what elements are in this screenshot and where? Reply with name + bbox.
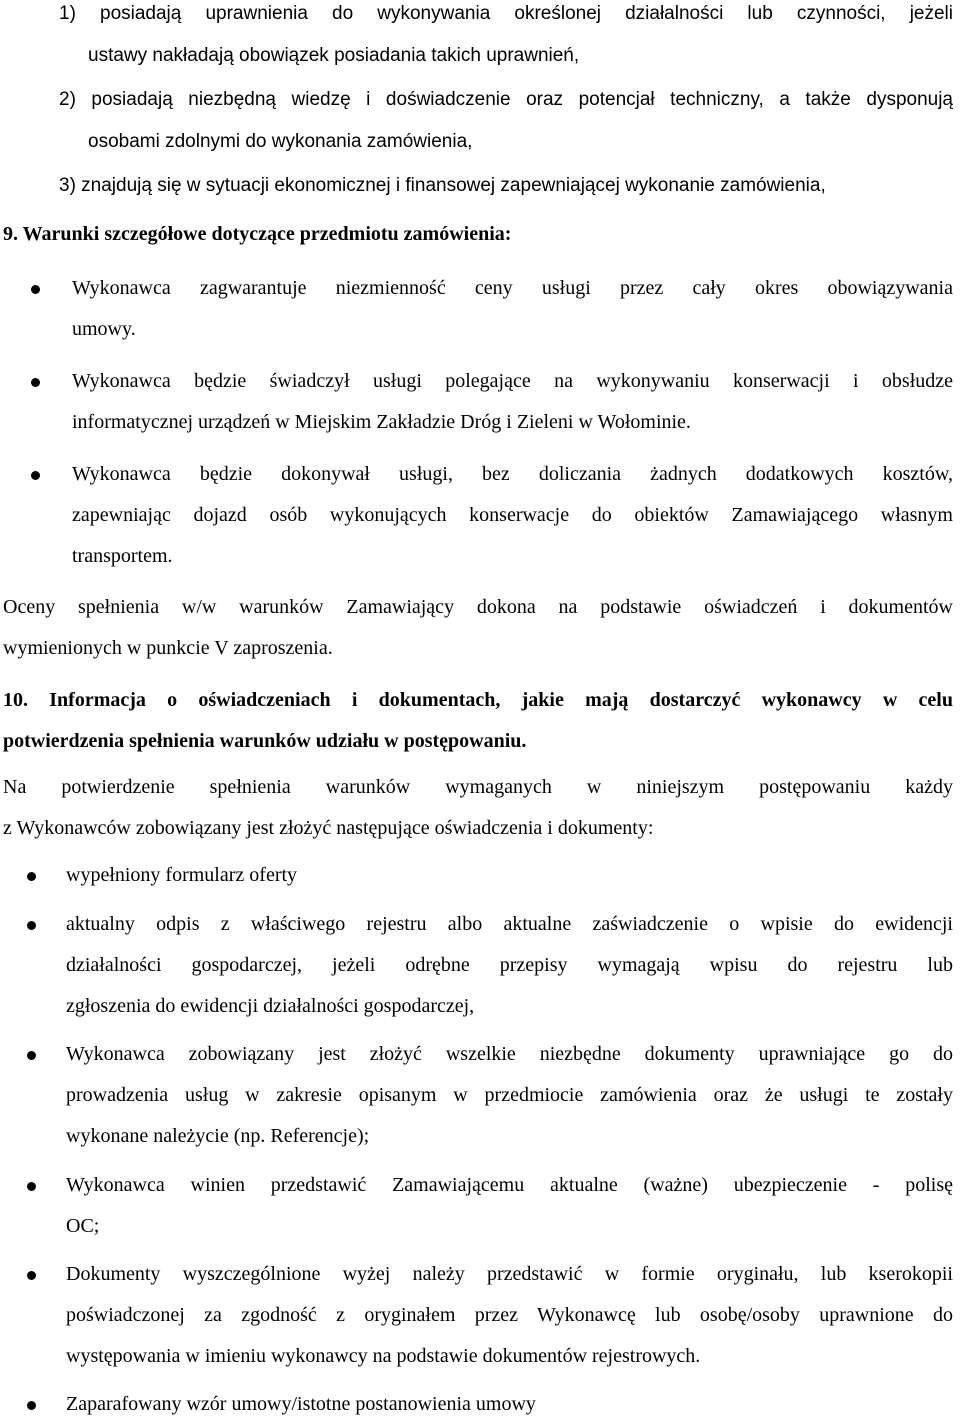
bullet-line: Wykonawca będzie dokonywał usługi, bez doliczania żadnych dodatkowych kosztów, xyxy=(72,463,953,485)
section-10-bullet-5 xyxy=(66,1254,953,1377)
section-10-bullet-2 xyxy=(66,904,953,1027)
heading-line: 10. Informacja o oświadczeniach i dokumentach, jakie mają dostarczyć wykonawcy w celu xyxy=(3,689,953,711)
numbered-item-2-line-1: 2) posiadają niezbędną wiedzę i doświadczenie oraz potencjał techniczny, a także dysponują xyxy=(59,89,953,110)
numbered-item-3 xyxy=(59,172,953,200)
bullet-line: Wykonawca zagwarantuje niezmienność ceny usługi przez cały okres obowiązywania xyxy=(72,277,953,299)
section-10-intro-paragraph xyxy=(3,767,953,849)
bullet-line: Wykonawca będzie świadczył usługi polegające na wykonywaniu konserwacji i obsłudze xyxy=(72,370,953,392)
section-10-heading xyxy=(3,680,953,762)
bullet-marker xyxy=(27,921,36,930)
section-9-bullet-1 xyxy=(72,268,953,350)
numbered-item-2-line-2: osobami zdolnymi do wykonania zamówienia, xyxy=(88,131,473,152)
section-9-heading: 9. Warunki szczegółowe dotyczące przedmiotu zamówienia: xyxy=(3,223,512,245)
bullet-line: aktualny odpis z właściwego rejestru albo aktualne zaświadczenie o wpisie do ewidencji xyxy=(66,913,953,935)
bullet-line: wypełniony formularz oferty xyxy=(66,864,298,886)
bullet-line: występowania w imieniu wykonawcy na podstawie dokumentów rejestrowych. xyxy=(66,1345,701,1367)
bullet-marker xyxy=(31,378,40,387)
bullet-line: wykonane należycie (np. Referencje); xyxy=(66,1125,370,1147)
bullet-line: Wykonawca winien przedstawić Zamawiającemu aktualne (ważne) ubezpieczenie - polisę xyxy=(66,1174,953,1196)
bullet-line: transportem. xyxy=(72,545,173,567)
heading-line: potwierdzenia spełnienia warunków udziału w postępowaniu. xyxy=(3,730,527,752)
bullet-marker xyxy=(27,1401,36,1410)
bullet-marker xyxy=(27,872,36,881)
numbered-item-1-line-2: ustawy nakładają obowiązek posiadania takich uprawnień, xyxy=(88,45,580,66)
bullet-line: umowy. xyxy=(72,318,136,340)
numbered-item-3-line-1: 3) znajdują się w sytuacji ekonomicznej i finansowej zapewniającej wykonanie zamówienia, xyxy=(59,175,826,196)
section-10-bullet-6 xyxy=(66,1384,953,1425)
paragraph-line: Oceny spełnienia w/w warunków Zamawiający dokona na podstawie oświadczeń i dokumentów xyxy=(3,596,953,618)
bullet-marker xyxy=(27,1182,36,1191)
bullet-line: Dokumenty wyszczególnione wyżej należy przedstawić w formie oryginału, lub kserokopii xyxy=(66,1263,953,1285)
bullet-line: poświadczonej za zgodność z oryginałem przez Wykonawcę lub osobę/osoby uprawnione do xyxy=(66,1304,953,1326)
paragraph-line: wymienionych w punkcie V zaproszenia. xyxy=(3,637,333,659)
numbered-item-2 xyxy=(59,86,953,156)
numbered-item-1 xyxy=(59,0,953,70)
bullet-line: zapewniając dojazd osób wykonujących konserwacje do obiektów Zamawiającego własnym xyxy=(72,504,953,526)
bullet-marker xyxy=(31,471,40,480)
bullet-marker xyxy=(27,1051,36,1060)
bullet-line: OC; xyxy=(66,1215,100,1237)
section-10-bullet-3 xyxy=(66,1034,953,1157)
section-9-bullet-3 xyxy=(72,454,953,577)
bullet-line: działalności gospodarczej, jeżeli odrębne przepisy wymagają wpisu do rejestru lub xyxy=(66,954,953,976)
paragraph-line: z Wykonawców zobowiązany jest złożyć następujące oświadczenia i dokumenty: xyxy=(3,817,654,839)
section-10-bullet-1 xyxy=(66,855,953,896)
bullet-line: prowadzenia usług w zakresie opisanym w przedmiocie zamówienia oraz że usługi te zostały xyxy=(66,1084,953,1106)
section-9-closing-paragraph xyxy=(3,587,953,669)
bullet-line: Zaparafowany wzór umowy/istotne postanowienia umowy xyxy=(66,1393,536,1415)
bullet-marker xyxy=(27,1271,36,1280)
bullet-line: Wykonawca zobowiązany jest złożyć wszelkie niezbędne dokumenty uprawniające go do xyxy=(66,1043,953,1065)
numbered-item-1-line-1: 1) posiadają uprawnienia do wykonywania określonej działalności lub czynności, jeżeli xyxy=(59,3,953,24)
section-10-bullet-4 xyxy=(66,1165,953,1247)
bullet-line: zgłoszenia do ewidencji działalności gospodarczej, xyxy=(66,995,475,1017)
bullet-marker xyxy=(31,285,40,294)
section-9-bullet-2 xyxy=(72,361,953,443)
paragraph-line: Na potwierdzenie spełnienia warunków wymaganych w niniejszym postępowaniu każdy xyxy=(3,776,953,798)
bullet-line: informatycznej urządzeń w Miejskim Zakładzie Dróg i Zieleni w Wołominie. xyxy=(72,411,691,433)
